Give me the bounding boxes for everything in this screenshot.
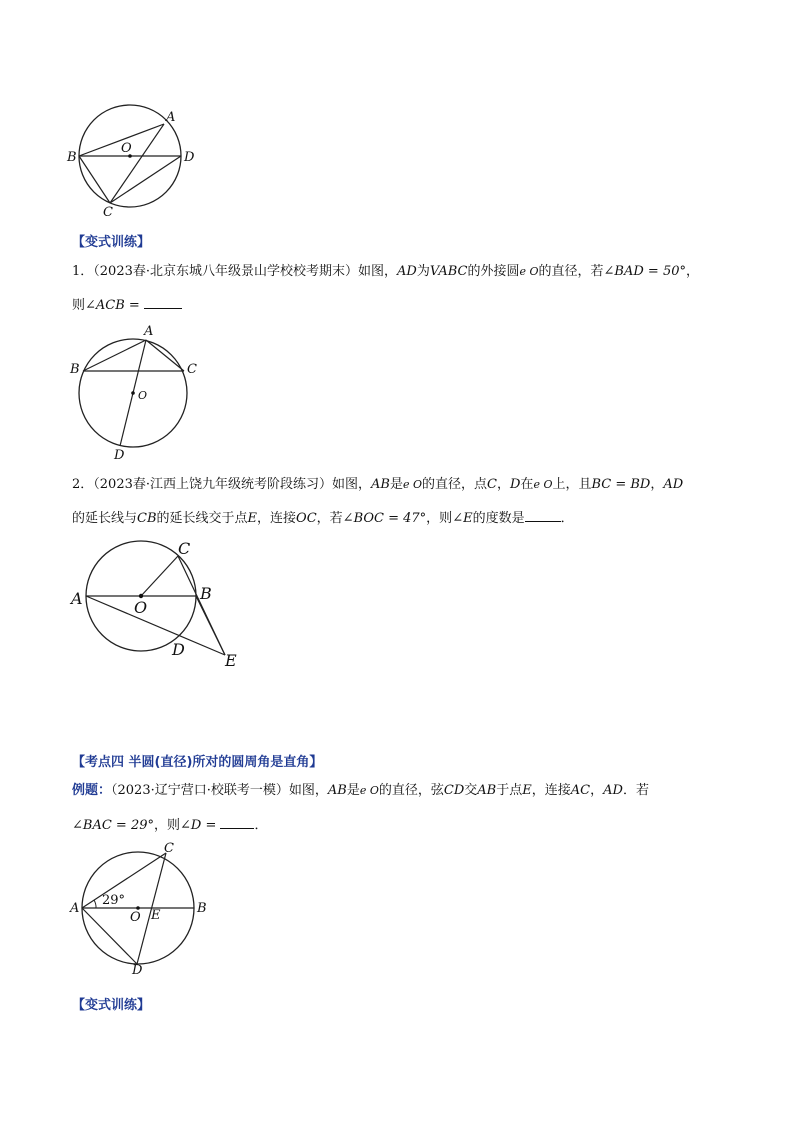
label-a: A <box>166 110 176 125</box>
text: ， <box>650 477 664 492</box>
text: ，连接 <box>531 783 571 798</box>
math-e: E <box>522 783 532 798</box>
label-o: O <box>134 598 148 617</box>
text: 的延长线与 <box>72 511 138 526</box>
math-circle-o: e O <box>359 784 379 797</box>
chord-ac <box>146 340 184 371</box>
angle-arc-bac <box>94 900 96 908</box>
figure-example-circle <box>66 840 226 980</box>
label-a: A <box>70 901 80 916</box>
text: ，若 <box>316 511 343 526</box>
label-b: B <box>67 150 77 165</box>
section-heading-variant-training-2: 【变式训练】 <box>72 998 151 1013</box>
math-ab: AB <box>477 783 497 798</box>
text: 的延长线交于点 <box>156 511 248 526</box>
math-ad: AD <box>603 783 623 798</box>
label-b: B <box>200 584 212 603</box>
text: 的外接圆 <box>467 264 520 279</box>
angle-label-29: 29° <box>102 893 126 908</box>
text: ， <box>496 477 510 492</box>
figure-circle-abcd-top <box>60 100 220 220</box>
text: 则 <box>72 298 86 313</box>
section-heading-variant-training: 【变式训练】 <box>72 235 151 250</box>
example-label: 例题： <box>72 783 112 798</box>
math-d: D <box>509 477 521 492</box>
label-o: O <box>138 389 148 402</box>
question-2-line-1 <box>72 476 683 494</box>
segment-be <box>196 596 225 655</box>
label-c: C <box>164 841 174 856</box>
label-c: C <box>178 539 191 558</box>
math-ab: AB <box>371 477 390 492</box>
center-dot <box>131 391 135 395</box>
text: 在 <box>520 477 534 492</box>
math-angle-bac: ∠BAC = 29° <box>72 818 154 833</box>
text: 交 <box>464 783 478 798</box>
math-oc: OC <box>296 511 317 526</box>
math-angle-bad: ∠BAD = 50° <box>603 264 686 279</box>
question-1-line-1 <box>72 263 699 281</box>
question-source: （2023春·江西上饶九年级统考阶段练习）如图， <box>93 477 371 492</box>
text: 是 <box>389 477 403 492</box>
text: 于点 <box>496 783 523 798</box>
question-source: （2023春·北京东城八年级景山学校校考期末）如图， <box>93 264 397 279</box>
math-ab: AB <box>327 783 347 798</box>
answer-blank[interactable] <box>220 815 254 829</box>
text: 是 <box>346 783 360 798</box>
math-circle-o: e O <box>519 265 539 278</box>
text: ，则 <box>426 511 453 526</box>
text: 为 <box>416 264 430 279</box>
question-2-line-2: 的延长线与CB的延长线交于点E，连接OC，若∠BOC = 47°，则∠E的度数是 ． <box>72 508 574 528</box>
text: 的直径，点 <box>422 477 488 492</box>
text: 的度数是 <box>472 511 525 526</box>
label-b: B <box>197 901 207 916</box>
label-b: B <box>70 362 80 377</box>
label-d: D <box>132 963 143 978</box>
figure-q1-circle <box>66 322 206 462</box>
example-line-1 <box>72 782 649 800</box>
chord-cd <box>110 156 181 203</box>
label-c: C <box>187 362 197 377</box>
label-d: D <box>114 448 125 462</box>
text: 的直径，若 <box>538 264 604 279</box>
label-o: O <box>121 141 132 156</box>
text: ，连接 <box>257 511 297 526</box>
math-angle-boc: ∠BOC = 47° <box>342 511 427 526</box>
math-cd: CD <box>443 783 465 798</box>
math-triangle-abc: VABC <box>429 264 468 279</box>
math-circle-o: e O <box>533 478 553 491</box>
chord-ba <box>83 340 146 371</box>
question-number: 1． <box>72 264 94 279</box>
section-heading-key-point-four: 【考点四 半圆(直径)所对的圆周角是直角】 <box>72 755 323 770</box>
math-angle-e: ∠E <box>452 511 473 526</box>
math-angle-acb: ∠ACB = <box>85 298 140 313</box>
text: ， <box>590 783 604 798</box>
answer-blank[interactable] <box>525 508 561 522</box>
math-c: C <box>487 477 497 492</box>
label-c: C <box>103 205 113 220</box>
text: ．若 <box>622 783 649 798</box>
label-a: A <box>71 589 83 608</box>
example-line-2: ∠BAC = 29°，则∠D = ． <box>72 815 268 835</box>
label-a: A <box>144 324 154 339</box>
math-arc-equality: BC = BD <box>591 477 651 492</box>
segment-oc <box>141 556 178 596</box>
segment-ae <box>86 596 225 655</box>
label-d: D <box>184 150 195 165</box>
example-source: （2023·辽宁营口·校联考一模）如图， <box>111 783 328 798</box>
math-angle-d: ∠D = <box>180 818 217 833</box>
math-circle-o: e O <box>402 478 422 491</box>
text: 上，且 <box>552 477 592 492</box>
label-e: E <box>225 651 237 670</box>
math-ac: AC <box>570 783 591 798</box>
question-number: 2． <box>72 477 94 492</box>
text: ， <box>686 264 700 279</box>
math-e: E <box>247 511 258 526</box>
label-o: O <box>130 910 141 925</box>
chord-ca <box>110 124 164 203</box>
question-1-line-2 <box>72 295 182 315</box>
chord-bc <box>79 156 110 203</box>
figure-q2-circle <box>66 536 256 672</box>
math-ad: AD <box>663 477 684 492</box>
answer-blank[interactable] <box>144 295 182 309</box>
text: ，则 <box>153 818 180 833</box>
text: 的直径，弦 <box>378 783 444 798</box>
label-d: D <box>172 640 185 659</box>
label-e: E <box>151 908 161 923</box>
math-cb: CB <box>137 511 157 526</box>
math-ad: AD <box>397 264 417 279</box>
